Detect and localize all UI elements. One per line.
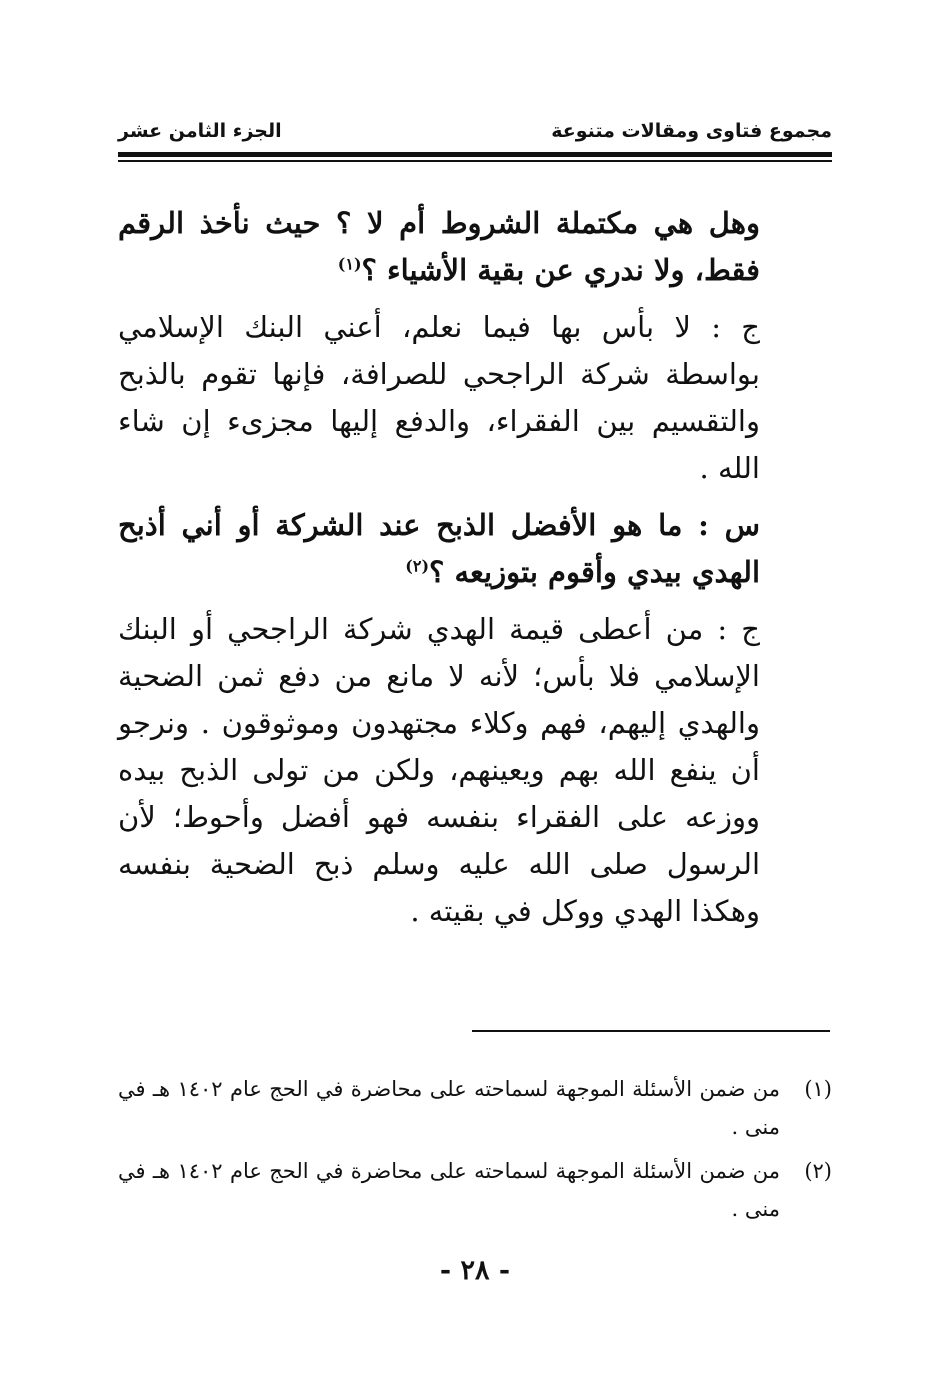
footnote-text: من ضمن الأسئلة الموجهة لسماحته على محاضرة في الحج عام ١٤٠٢ هـ في منى . [118,1077,781,1139]
header-rule-thin [118,160,832,162]
footnote-number: (٢) [804,1159,832,1183]
page-number: - ٢٨ - [439,1255,511,1286]
footnote-text: من ضمن الأسئلة الموجهة لسماحته على محاضرة في الحج عام ١٤٠٢ هـ في منى . [118,1159,781,1221]
footnote-number: (١) [804,1077,832,1101]
footnotes [118,1070,832,1234]
book-title: مجموع فتاوى ومقالات متنوعة [551,120,832,142]
footnote-ref: (٢) [405,556,430,576]
answer-paragraph: ج : لا بأس بها فيما نعلم، أعني البنك الإسلامي بواسطة شركة الراجحي للصرافة، فإنها تقوم بالذبح والتقسيم بين الفقراء، والدفع إليها مجزىء إن شاء الله . [118,310,760,485]
footnote-ref: (١) [337,254,362,274]
main-text [118,200,760,945]
footnote [118,1152,832,1228]
volume-part: الجزء الثامن عشر [118,120,282,142]
question-paragraph: وهل هي مكتملة الشروط أم لا ؟ حيث نأخذ الرقم فقط، ولا ندري عن بقية الأشياء ؟$^{(١)}$ [118,206,760,287]
running-header [118,120,832,148]
header-rule-thick [118,152,832,157]
answer-paragraph: ج : من أعطى قيمة الهدي شركة الراجحي أو البنك الإسلامي فلا بأس؛ لأنه لا مانع من دفع ثمن الضحية والهدي إليهم، فهم وكلاء مجتهدون وموثوقون . ونرجو أن ينفع الله بهم ويعينهم، ولكن من تولى الذبح بيده ووزعه على الفقراء بنفسه فهو أفضل وأحوط؛ لأن الرسول صلى الله عليه وسلم ذبح الضحية بنفسه وهكذا الهدي ووكل في بقيته . [118,612,760,928]
footnote [118,1070,832,1146]
footnote-separator [472,1030,830,1032]
question-paragraph: س : ما هو الأفضل الذبح عند الشركة أو أني أذبح الهدي بيدي وأقوم بتوزيعه ؟$^{(٢)}$ [118,508,760,589]
